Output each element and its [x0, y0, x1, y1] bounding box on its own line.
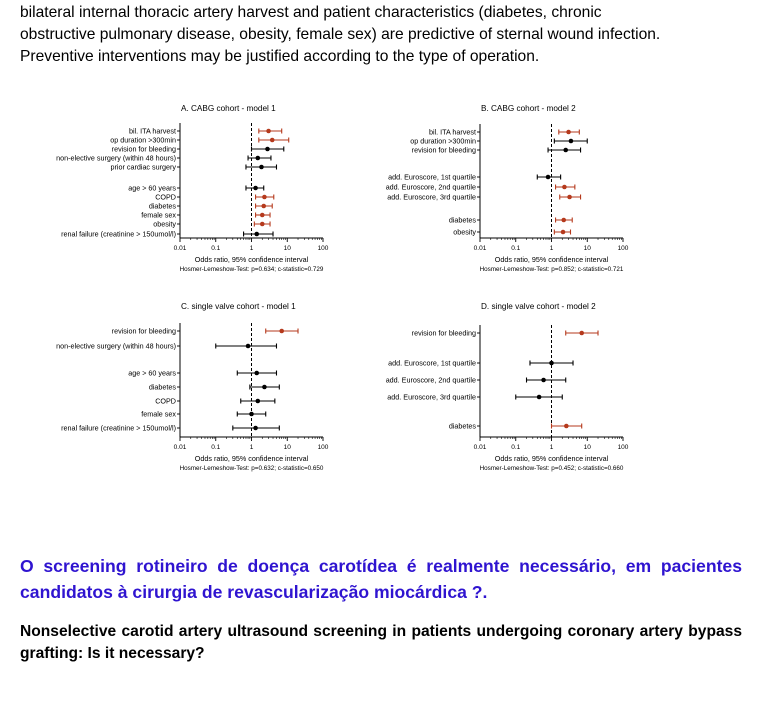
x-tick-label: 1 [249, 444, 254, 451]
x-tick-label: 100 [617, 245, 629, 252]
forest-panel [386, 302, 629, 472]
odds-ratio-point [561, 230, 566, 235]
odds-ratio-point [262, 195, 267, 200]
x-tick-label: 100 [317, 245, 329, 252]
article-title: Nonselective carotid artery ultrasound screening in patients undergoing coronary artery bypass grafting: Is it necessary? [20, 623, 742, 662]
odds-ratio-point [249, 412, 254, 417]
x-tick-label: 1 [549, 444, 554, 451]
odds-ratio-point [563, 148, 568, 153]
model-statistics-note: Hosmer-Lemeshow-Test: p=0.634; c-statistic=0.729 [179, 266, 324, 273]
odds-ratio-point [564, 424, 569, 429]
row-label: add. Euroscore, 1st quartile [388, 172, 476, 182]
model-statistics-note: Hosmer-Lemeshow-Test: p=0.452; c-statistic=0.660 [479, 465, 624, 472]
x-tick-label: 1 [249, 245, 254, 252]
odds-ratio-point [246, 344, 251, 349]
forest-panel [56, 302, 329, 472]
odds-ratio-point [562, 185, 567, 190]
odds-ratio-point [569, 139, 574, 144]
panel-title: D. single valve cohort - model 2 [481, 302, 596, 311]
row-label: age > 60 years [128, 183, 176, 193]
odds-ratio-point [566, 130, 571, 135]
x-tick-label: 10 [283, 444, 291, 451]
odds-ratio-point [255, 156, 260, 161]
row-label: add. Euroscore, 2nd quartile [385, 182, 476, 192]
odds-ratio-point [253, 426, 258, 431]
row-label: op duration >300min [110, 135, 176, 145]
row-label: add. Euroscore, 2nd quartile [385, 375, 476, 385]
x-tick-label: 1 [549, 245, 554, 252]
odds-ratio-point [254, 232, 259, 237]
x-tick-label: 0.1 [211, 444, 221, 451]
intro-line: Preventive interventions may be justified according to the type of operation. [20, 48, 540, 65]
row-label: revision for bleeding [111, 144, 176, 154]
odds-ratio-point [265, 147, 270, 152]
odds-ratio-point [279, 329, 284, 334]
row-label: prior cardiac surgery [110, 162, 176, 172]
odds-ratio-point [260, 213, 265, 218]
row-label: female sex [141, 210, 176, 220]
forest-plot-figure [0, 95, 760, 515]
row-label: diabetes [148, 201, 176, 211]
odds-ratio-point [254, 371, 259, 376]
intro-line: obstructive pulmonary disease, obesity, female sex) are predictive of sternal wound infection. [20, 26, 661, 43]
row-label: revision for bleeding [411, 328, 476, 338]
odds-ratio-point [259, 165, 264, 170]
x-tick-label: 0.01 [473, 245, 487, 252]
row-label: bil. ITA harvest [428, 127, 476, 137]
row-label: female sex [141, 409, 176, 419]
odds-ratio-point [537, 395, 542, 400]
forest-panel [386, 104, 629, 273]
x-tick-label: 10 [583, 444, 591, 451]
row-label: renal failure (creatinine > 150umol/l) [61, 229, 176, 239]
row-label: add. Euroscore, 3rd quartile [387, 392, 476, 402]
x-tick-label: 0.1 [511, 245, 521, 252]
odds-ratio-point [262, 385, 267, 390]
x-tick-label: 100 [317, 444, 329, 451]
odds-ratio-point [567, 195, 572, 200]
odds-ratio-point [546, 175, 551, 180]
odds-ratio-point [561, 218, 566, 223]
x-axis-label: Odds ratio, 95% confidence interval [494, 454, 609, 463]
row-label: non-elective surgery (within 48 hours) [56, 153, 176, 163]
x-tick-label: 0.01 [473, 444, 487, 451]
row-label: obesity [153, 219, 176, 229]
x-tick-label: 0.1 [211, 245, 221, 252]
forest-panel [56, 104, 329, 273]
panel-title: B. CABG cohort - model 2 [481, 104, 576, 113]
row-label: add. Euroscore, 1st quartile [388, 358, 476, 368]
intro-line: bilateral internal thoracic artery harvest and patient characteristics (diabetes, chronic [20, 4, 602, 21]
panel-title: A. CABG cohort - model 1 [181, 104, 276, 113]
row-label: diabetes [148, 382, 176, 392]
panel-title: C. single valve cohort - model 1 [181, 302, 296, 311]
intro-paragraph [20, 2, 742, 68]
odds-ratio-point [261, 204, 266, 209]
x-axis-label: Odds ratio, 95% confidence interval [494, 255, 609, 264]
row-label: renal failure (creatinine > 150umol/l) [61, 423, 176, 433]
x-tick-label: 0.01 [173, 245, 187, 252]
odds-ratio-point [266, 129, 271, 134]
x-tick-label: 10 [583, 245, 591, 252]
odds-ratio-point [253, 186, 258, 191]
x-tick-label: 10 [283, 245, 291, 252]
row-label: COPD [155, 396, 176, 406]
x-axis-label: Odds ratio, 95% confidence interval [194, 454, 309, 463]
row-label: add. Euroscore, 3rd quartile [387, 192, 476, 202]
row-label: op duration >300min [410, 136, 476, 146]
model-statistics-note: Hosmer-Lemeshow-Test: p=0.852; c-statistic=0.721 [479, 266, 624, 273]
row-label: obesity [453, 227, 476, 237]
row-label: bil. ITA harvest [128, 126, 176, 136]
section-heading: O screening rotineiro de doença carotídea é realmente necessário, em pacientes candidatos à cirurgia de revascularização miocárdica ?. [20, 556, 742, 602]
odds-ratio-point [549, 361, 554, 366]
model-statistics-note: Hosmer-Lemeshow-Test: p=0.632; c-statistic=0.650 [179, 465, 324, 472]
row-label: diabetes [448, 215, 476, 225]
odds-ratio-point [255, 399, 260, 404]
x-tick-label: 100 [617, 444, 629, 451]
x-axis-label: Odds ratio, 95% confidence interval [194, 255, 309, 264]
row-label: revision for bleeding [411, 145, 476, 155]
x-tick-label: 0.1 [511, 444, 521, 451]
row-label: COPD [155, 192, 176, 202]
row-label: non-elective surgery (within 48 hours) [56, 341, 176, 351]
row-label: revision for bleeding [111, 326, 176, 336]
row-label: diabetes [448, 421, 476, 431]
odds-ratio-point [579, 331, 584, 336]
odds-ratio-point [270, 138, 275, 143]
x-tick-label: 0.01 [173, 444, 187, 451]
row-label: age > 60 years [128, 368, 176, 378]
odds-ratio-point [541, 378, 546, 383]
odds-ratio-point [260, 222, 265, 227]
